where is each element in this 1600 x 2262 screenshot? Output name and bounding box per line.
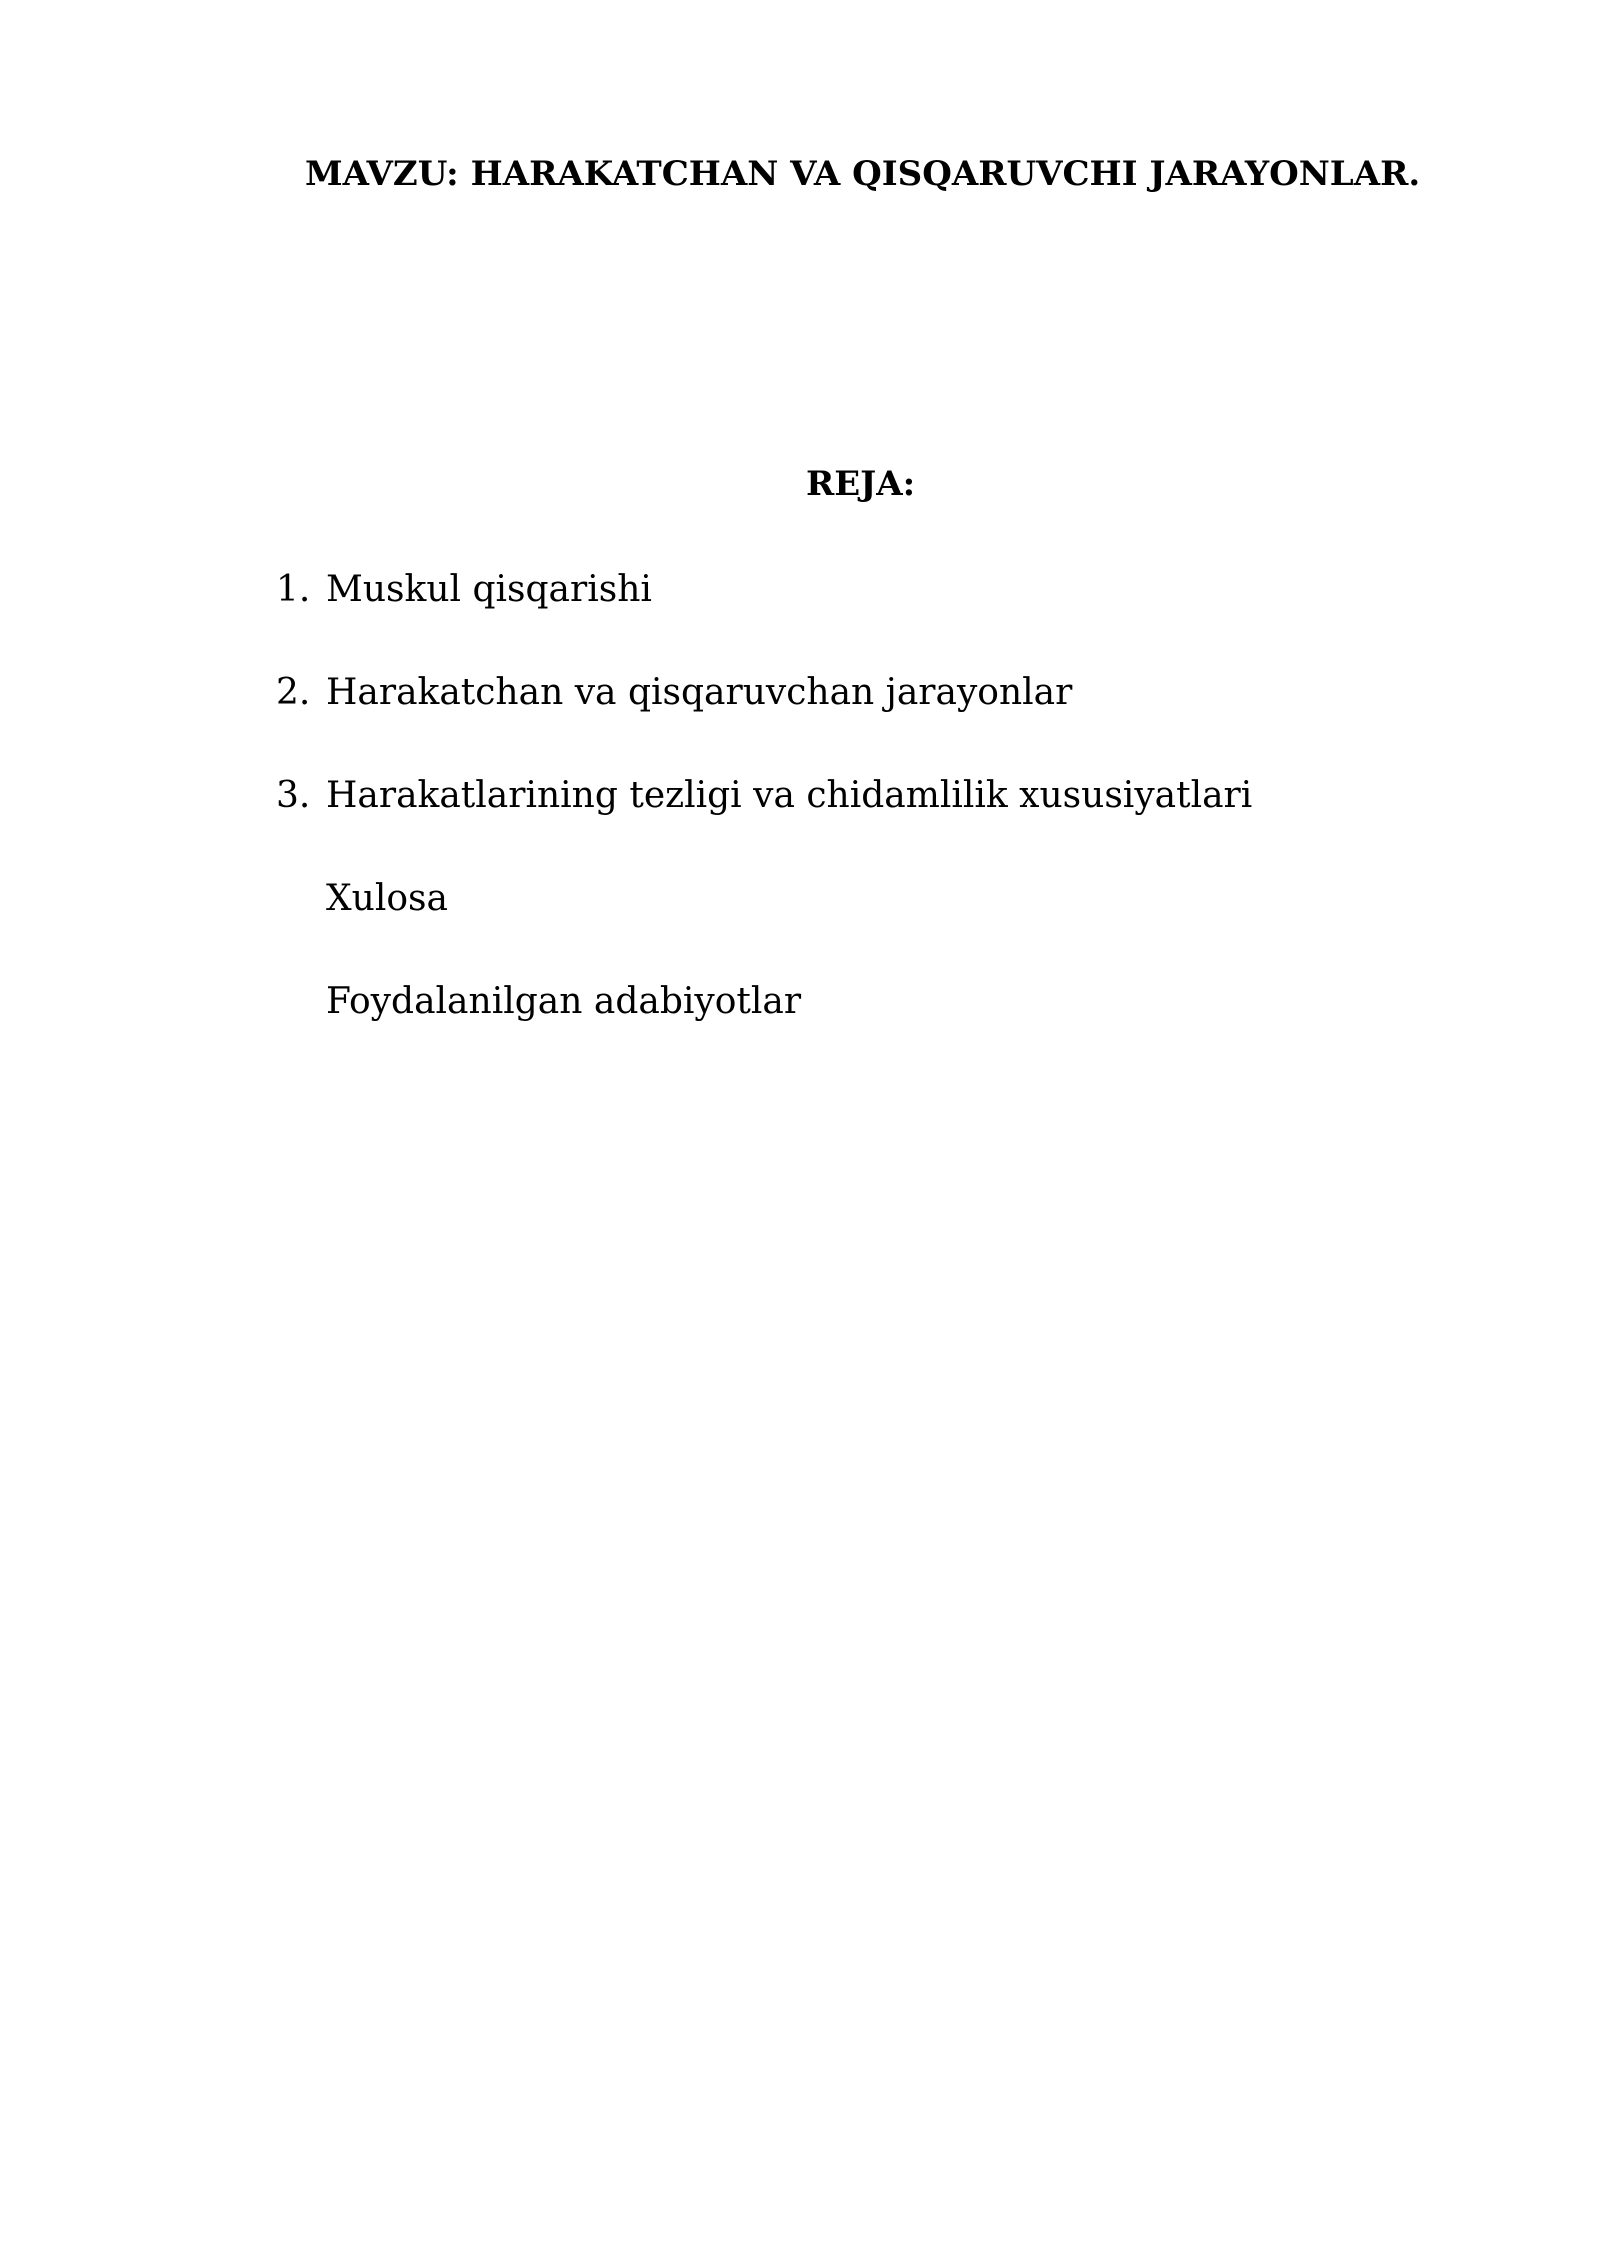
plan-item-number: 1.	[276, 569, 311, 610]
plan-item-text: Foydalanilgan adabiyotlar	[326, 981, 802, 1022]
plan-item-text: Harakatlarining tezligi va chidamlilik xususiyatlari	[326, 775, 1253, 816]
plan-item-text: Muskul qisqarishi	[326, 569, 652, 610]
plan-item-text: Harakatchan va qisqaruvchan jarayonlar	[326, 672, 1073, 713]
plan-item-number: 2.	[276, 672, 311, 713]
plan-item-number: 3.	[276, 775, 311, 816]
document-title: MAVZU: HARAKATCHAN VA QISQARUVCHI JARAYONLAR.	[305, 154, 1421, 194]
plan-item-text: Xulosa	[326, 878, 448, 919]
plan-heading: REJA:	[806, 464, 916, 504]
